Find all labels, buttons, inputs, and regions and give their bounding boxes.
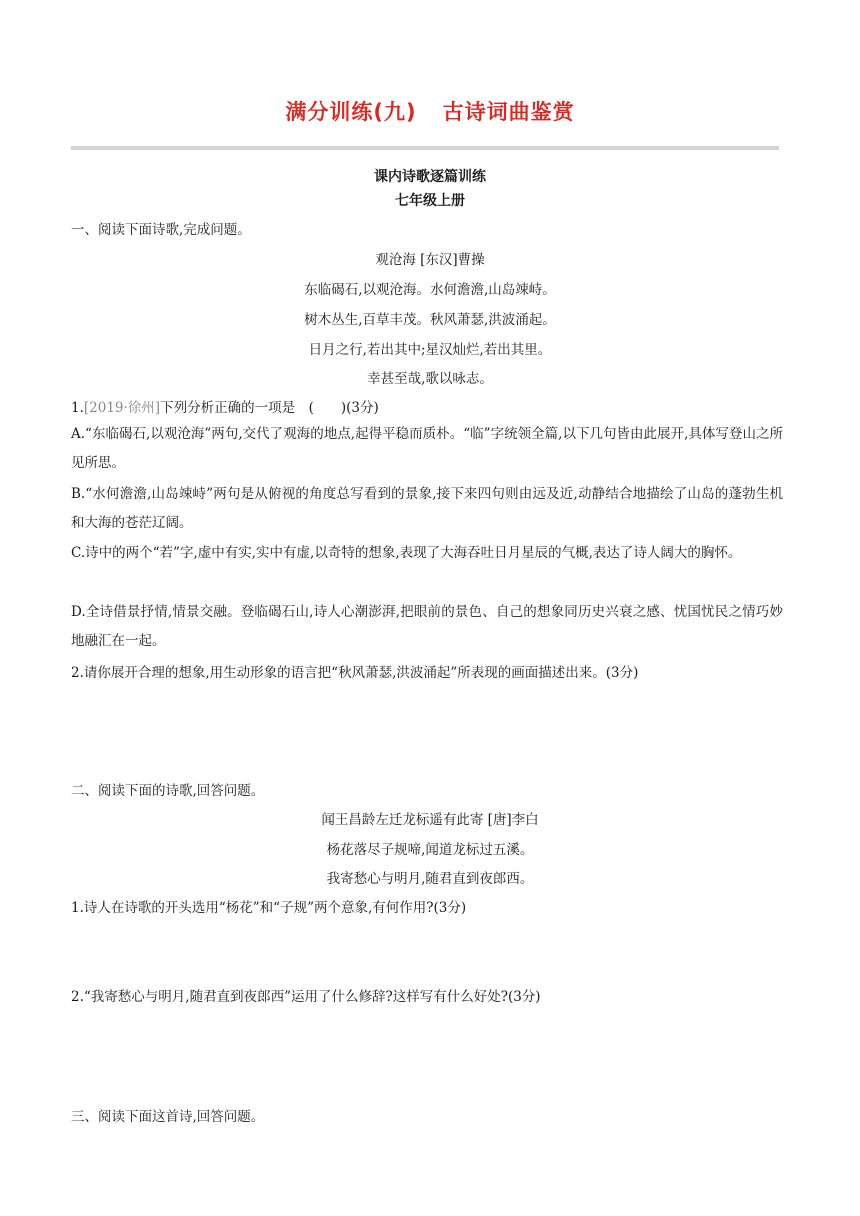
poem1-line: 日月之行,若出其中;星汉灿烂,若出其里。 — [308, 342, 552, 358]
poem1-line: 树木丛生,百草丰茂。秋风萧瑟,洪波涌起。 — [304, 312, 556, 328]
poem1-line: 幸甚至哉,歌以咏志。 — [367, 371, 493, 387]
question-stem: 下列分析正确的一项是 ( )(3分) — [160, 400, 379, 416]
option-d: D.全诗借景抒情,情景交融。登临碣石山,诗人心潮澎湃,把眼前的景色、自己的想象同历史兴衰之感、忧国忧民之情巧妙地融汇在一起。 — [71, 604, 783, 649]
section2-question2: 2.“我寄愁心与明月,随君直到夜郎西”运用了什么修辞?这样写有什么好处?(3分) — [71, 989, 541, 1005]
section1-question2: 2.请你展开合理的想象,用生动形象的语言把“秋风萧瑟,洪波涌起”所表现的画面描述出来。(3分) — [71, 665, 639, 681]
option-c: C.诗中的两个“若”字,虚中有实,实中有虚,以奇特的想象,表现了大海吞吐日月星辰的气概,表达了诗人阔大的胸怀。 — [71, 545, 742, 561]
poem2-line: 杨花落尽子规啼,闻道龙标过五溪。 — [326, 842, 534, 858]
subheading-category: 课内诗歌逐篇训练 — [374, 169, 486, 185]
question-source: [2019·徐州] — [83, 400, 161, 416]
poem1-title: 观沧海 [东汉]曹操 — [375, 252, 485, 268]
poem2-title: 闻王昌龄左迁龙标遥有此寄 [唐]李白 — [321, 812, 539, 828]
section1-question1 — [71, 397, 783, 419]
question-number: 1. — [71, 400, 84, 416]
option-b: B.“水何澹澹,山岛竦峙”两句是从俯视的角度总写看到的景象,接下来四句则由远及近,动静结合地描绘了山岛的蓬勃生机和大海的苍茫辽阔。 — [71, 486, 783, 531]
title-part1: 满分训练(九) — [285, 100, 417, 124]
option-a: A.“东临碣石,以观沧海”两句,交代了观海的地点,起得平稳而质朴。“临”字统领全篇,以下几句皆由此展开,具体写登山之所见所思。 — [71, 426, 783, 471]
page-title — [0, 96, 860, 126]
poem2-line: 我寄愁心与明月,随君直到夜郎西。 — [326, 871, 534, 887]
title-part2: 古诗词曲鉴赏 — [442, 100, 575, 124]
poem1-line: 东临碣石,以观沧海。水何澹澹,山岛竦峙。 — [304, 282, 556, 298]
section3-heading: 三、阅读下面这首诗,回答问题。 — [71, 1109, 265, 1125]
section2-question1: 1.诗人在诗歌的开头选用“杨花”和“子规”两个意象,有何作用?(3分) — [71, 900, 467, 916]
section1-heading: 一、阅读下面诗歌,完成问题。 — [71, 222, 251, 238]
section2-heading: 二、阅读下面的诗歌,回答问题。 — [71, 783, 265, 799]
subheading-grade: 七年级上册 — [395, 193, 465, 209]
title-divider — [71, 146, 779, 150]
